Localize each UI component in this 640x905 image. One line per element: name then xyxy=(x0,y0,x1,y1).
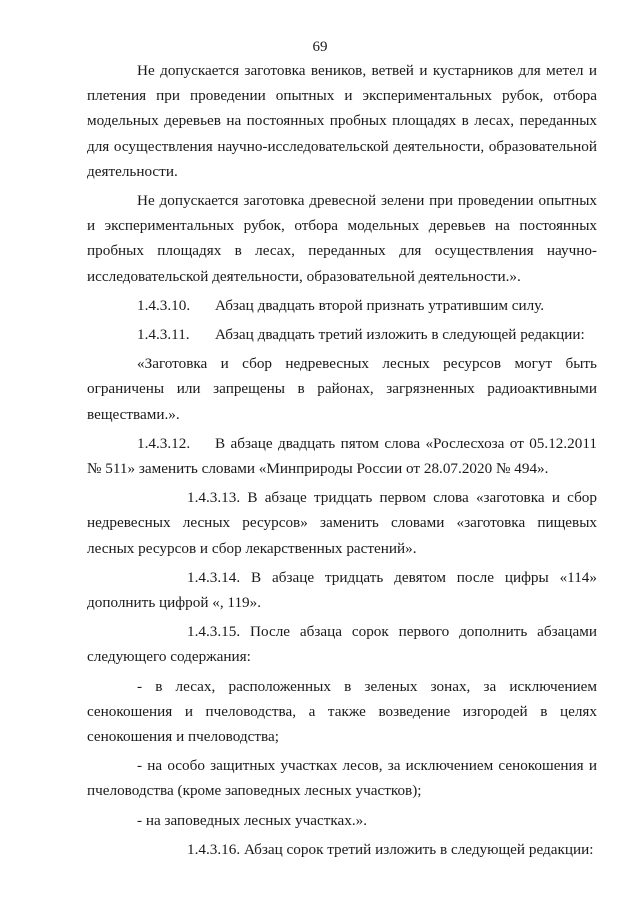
paragraph xyxy=(87,485,597,561)
paragraph xyxy=(87,565,597,615)
paragraph-text: В абзаце двадцать пятом слова «Рослесхоза от 05.12.2011 № 511» заменить словами «Минприроды России от 28.07.2020 № 494». xyxy=(87,434,597,478)
paragraph xyxy=(87,293,597,318)
item-number: 1.4.3.15. xyxy=(187,623,241,641)
paragraph xyxy=(87,753,597,803)
document-body xyxy=(87,58,597,862)
paragraph-text: После абзаца сорок первого дополнить абзацами следующего содержания: xyxy=(87,623,597,666)
page-number: 69 xyxy=(312,39,328,55)
paragraph-text: - в лесах, расположенных в зеленых зонах, за исключением сенокошения и пчеловодства, а также возведение изгородей в целях сенокошения и пчеловодства; xyxy=(87,677,597,746)
paragraph xyxy=(87,431,597,481)
paragraph-text: В абзаце тридцать первом слова «заготовка и сбор недревесных лесных ресурсов» заменить словами «заготовка пищевых лесных ресурсов и сбор лекарственных растений». xyxy=(87,489,597,557)
item-number: 1.4.3.10. xyxy=(137,296,191,314)
paragraph-text: - на заповедных лесных участках.». xyxy=(137,811,368,829)
item-number: 1.4.3.12. xyxy=(137,434,191,452)
item-number: 1.4.3.14. xyxy=(187,568,241,586)
paragraph xyxy=(87,58,597,184)
paragraph-text: Не допускается заготовка древесной зелени при проведении опытных и экспериментальных рубок, отбора модельных деревьев на постоянных пробных площадях в лесах, переданных для осуществления научно-исследовательской деятельности, образовательной деятельности.». xyxy=(87,192,597,285)
paragraph xyxy=(87,619,597,669)
paragraph xyxy=(87,351,597,427)
paragraph-text: В абзаце тридцать девятом после цифры «114» дополнить цифрой «, 119». xyxy=(87,568,597,612)
paragraph xyxy=(87,837,597,862)
item-number: 1.4.3.13. xyxy=(187,489,241,507)
paragraph-text: Абзац сорок третий изложить в следующей редакции: xyxy=(243,840,594,858)
paragraph xyxy=(87,322,597,347)
paragraph-text: Не допускается заготовка веников, ветвей и кустарников для метел и плетения при проведении опытных и экспериментальных рубок, отбора модельных деревьев на постоянных пробных площадях в лесах, переданных для осуществления научно-исследовательской деятельности, образовательной деятельности. xyxy=(87,62,597,180)
item-number: 1.4.3.11. xyxy=(137,326,190,344)
item-number: 1.4.3.16. xyxy=(187,840,241,858)
paragraph-text: - на особо защитных участках лесов, за исключением сенокошения и пчеловодства (кроме заповедных лесных участков); xyxy=(87,757,597,800)
paragraph xyxy=(87,188,597,289)
paragraph-text: Абзац двадцать второй признать утратившим силу. xyxy=(215,296,545,314)
paragraph xyxy=(87,674,597,750)
paragraph-text: «Заготовка и сбор недревесных лесных ресурсов могут быть ограничены или запрещены в районах, загрязненных радиоактивными веществами.». xyxy=(87,355,597,423)
paragraph-text: Абзац двадцать третий изложить в следующей редакции: xyxy=(215,326,585,344)
paragraph xyxy=(87,808,597,833)
